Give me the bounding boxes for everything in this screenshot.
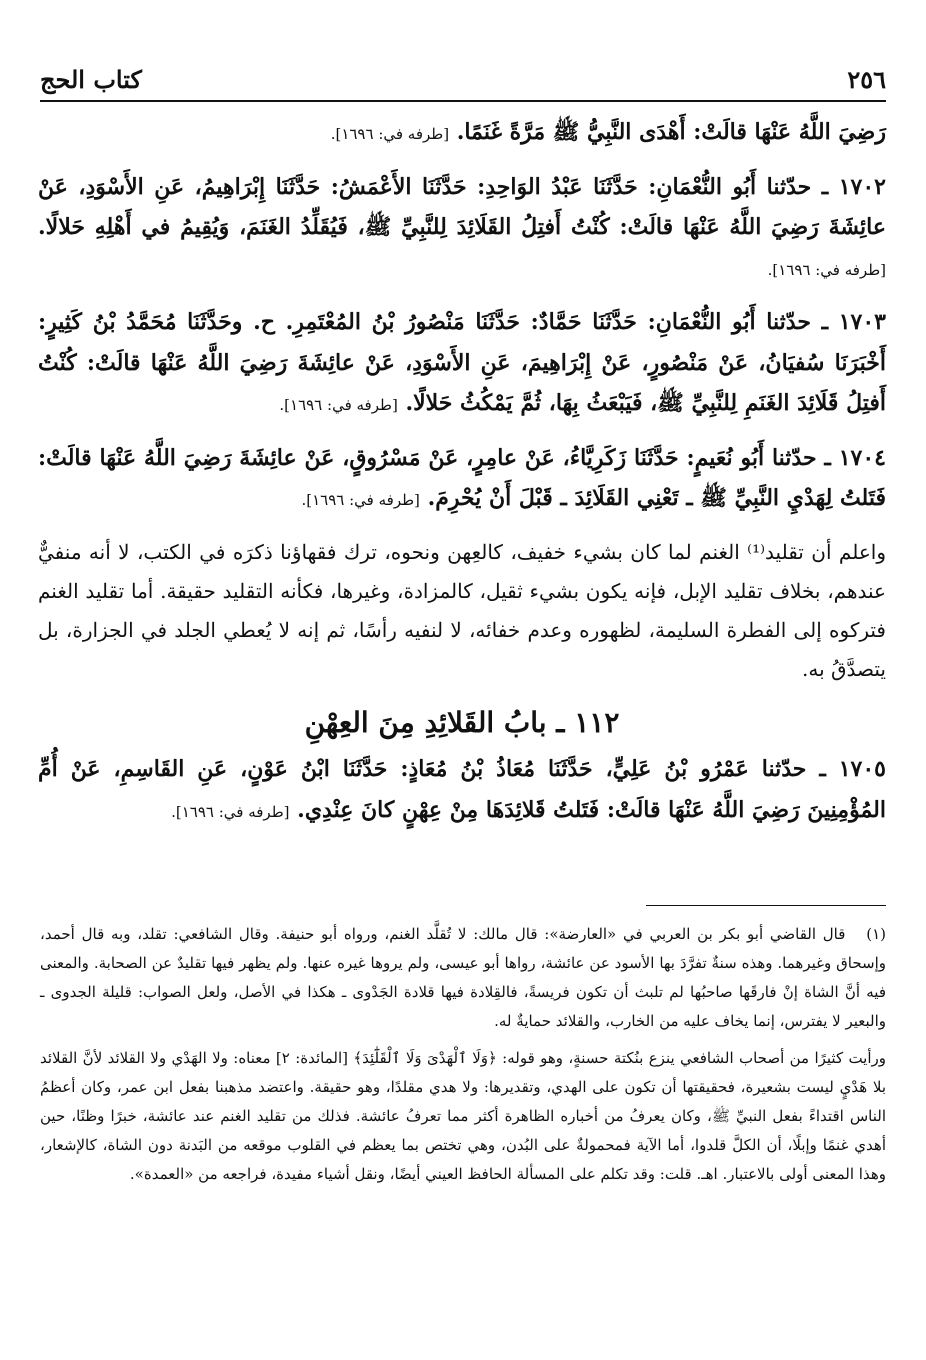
commentary-text: واعلم أن تقليد⁽¹⁾ الغنم لما كان بشيء خفيف، كالعِهن ونحوه، ترك فقهاؤنا ذكرَه في الكتب، لا أنه منفيٌّ عندهم، بخلاف تقليد الإبل، فإنه يكون بشيء ثقيل، كالمزادة، وغيرها، فكأنه التقليد حقيقة. أما تقليد الغنم فتركوه إلى الفطرة السليمة، لظهوره وعدم خفائه، لا لنفيه رأسًا، ثم إنه لا يُعطي الجلد في الجزارة، بل يتصدَّقُ به. bbox=[38, 539, 886, 681]
intro-reference: [طرفه في: ١٦٩٦]. bbox=[330, 125, 450, 143]
header-divider bbox=[40, 100, 886, 102]
footnote-number: (١) bbox=[866, 925, 886, 943]
page-number: ٢٥٦ bbox=[847, 65, 886, 94]
hadith-1704 bbox=[38, 438, 886, 521]
hadith-1702-reference: [طرفه في: ١٦٩٦]. bbox=[767, 260, 886, 279]
footnotes bbox=[40, 920, 886, 1197]
hadith-1705-reference: [طرفه في: ١٦٩٦]. bbox=[171, 802, 290, 821]
chapter-title: ١١٢ ـ بابُ القَلائِدِ مِنَ العِهْنِ bbox=[304, 705, 620, 739]
footnote-1-continued-text: ورأيت كثيرًا من أصحاب الشافعي ينزع بنُكتة حسنةٍ، وهو قوله: ﴿وَلَا ٱلْهَدْىَ وَلَا ٱلْقَلَٰٓئِدَ﴾ [المائدة: ٢] معناه: ولا الهَدْي ولا القلائد لأنَّ القلائد بلا هَدْيٍ ليست بشعيرة، فحقيقتها أن تكون على الهدي، وتقديرها: ولا هدي مقلدًا، وهو حقيقة. واعتضد مذهبنا بفعل ابن عمر، وكان أعظمُ الناس اقتداءً بفعل النبيِّ ﷺ، وكان يعرفُ من أخباره الظاهرة أكثر مما تعرفُ عائشة. فذلك من تقليد الغنم عند عائشة، خبرًا وظنًا، حين أهدي غنمًا وإبلًا، أن الكلَّ قلدوا، أما الآية فمحمولةٌ على البُدن، وهي تختص بما يعظم في القلوب موقعه من البَدنة دون الشاة، كالإشعار، وهذا المعنى أولى بالاعتبار. اهـ. قلت: وقد تكلم على المسألة الحافظ العيني أيضًا، ونقل أشياء مفيدة، فراجعه من «العمدة». bbox=[40, 1049, 887, 1183]
hadith-1702-text: ١٧٠٢ ـ حدّثنا أَبُو النُّعْمَانِ: حَدَّثَنَا عَبْدُ الوَاحِدِ: حَدَّثَنَا الأَعْمَشُ: حَدَّثَنَا إِبْرَاهِيمُ، عَنِ الأَسْوَدِ، عَنْ عائِشَةَ رَضِيَ اللَّهُ عَنْهَا قالَتْ: كُنْتُ أَفتِلُ القَلَائِدَ لِلنَّبِيِّ ﷺ، فَيُقَلِّدُ الغَنَمَ، وَيُقِيمُ في أَهْلِهِ حَلالًا. bbox=[38, 173, 886, 240]
hadith-1704-text: ١٧٠٤ ـ حدّثنا أَبُو نُعَيمٍ: حَدَّثَنَا زَكَرِيَّاءُ، عَنْ عامِرٍ، عَنْ مَسْرُوقٍ، عَنْ عائِشَةَ رَضِيَ اللَّهُ عَنْهَا قالَتْ: فَتَلتُ لِهَدْيِ النَّبِيِّ ﷺ ـ تَعْنِي القَلَائِدَ ـ قَبْلَ أَنْ يُحْرِمَ. bbox=[38, 444, 886, 511]
hadith-1703-text: ١٧٠٣ ـ حدّثنا أَبُو النُّعْمَانِ: حَدَّثَنَا حَمَّادٌ: حَدَّثَنَا مَنْصُورُ بْنُ المُعْتَمِرِ. ح. وحَدَّثَنَا مُحَمَّدُ بْنُ كَثِيرٍ: أَخْبَرَنَا سُفيَانُ، عَنْ مَنْصُورٍ، عَنْ إِبْرَاهِيمَ، عَنِ الأَسْوَدِ، عَنْ عائِشَةَ رَضِيَ اللَّهُ عَنْهَا قالَتْ: كُنْتُ أَفتِلُ قَلَائِدَ الغَنَمِ لِلنَّبِيِّ ﷺ، فَيَبْعَثُ بِهَا، ثُمَّ يَمْكُثُ حَلالًا. bbox=[38, 309, 886, 416]
hadith-1703 bbox=[38, 302, 886, 426]
intro-text: رَضِيَ اللَّهُ عَنْهَا قالَتْ: أَهْدَى النَّبِيُّ ﷺ مَرَّةً غَنَمًا. bbox=[456, 119, 886, 145]
footnote-1 bbox=[40, 920, 886, 1036]
hadith-1705-text: ١٧٠٥ ـ حدّثنا عَمْرُو بْنُ عَلِيٍّ، حَدَّثَنَا مُعَاذُ بْنُ مُعَاذٍ: حَدَّثَنَا ابْنُ عَوْنٍ، عَنِ القَاسِمِ، عَنْ أُمِّ المُؤْمِنِينَ رَضِيَ اللَّهُ عَنْهَا قالَتْ: فَتَلتُ قَلائِدَهَا مِنْ عِهْنٍ كانَ عِنْدِي. bbox=[38, 756, 886, 823]
hadith-1703-reference: [طرفه في: ١٦٩٦]. bbox=[279, 396, 398, 414]
page-header bbox=[40, 54, 886, 94]
hadith-1702 bbox=[38, 167, 886, 291]
footnote-1-continued bbox=[40, 1044, 886, 1189]
hadith-1704-reference: [طرفه في: ١٦٩٦]. bbox=[301, 491, 420, 509]
main-text bbox=[38, 112, 886, 844]
footnote-divider bbox=[646, 905, 886, 906]
commentary-paragraph bbox=[38, 533, 886, 689]
book-title: كتاب الحج bbox=[40, 65, 142, 94]
intro-paragraph bbox=[38, 112, 886, 155]
hadith-1705 bbox=[38, 749, 886, 832]
footnote-1-text: قال القاضي أبو بكر بن العربي في «العارضة»: قال مالك: لا تُقلَّد الغنم، ورواه أبو حنيفة. وقال الشافعي: تقلد، وبه قال أحمد، وإسحاق وغيرهما. وهذه سنةٌ تفرَّدَ بها الأسود عن عائشة، رواها أبو عيسى، ولم يروها غيره عنها. ولم يظهر فيها تقليدٌ عن الصحابة. والمعنى فيه أنَّ الشاة إنْ فارقَها صاحبُها لم تلبث أن تكون فريسةً، فالقِلادة فيها قلادة الجَدْوى ـ هكذا في الأصل، ولعل الصواب: قليلة الجدوى ـ والبعير لا يفترس، إنما يخاف عليه من الخارب، والقلائد حمايةٌ له. bbox=[40, 925, 886, 1030]
